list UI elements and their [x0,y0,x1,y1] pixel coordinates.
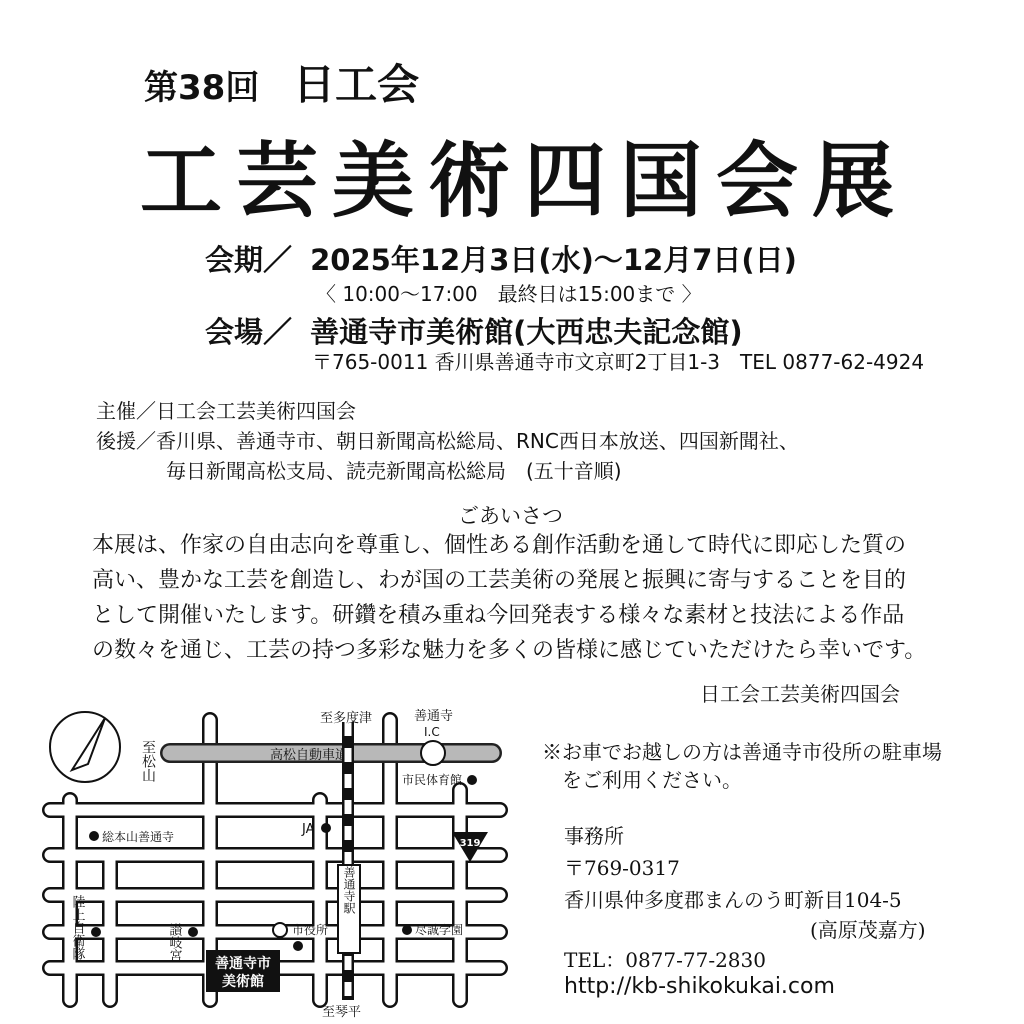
supporters-line-1: 後援／香川県、善通寺市、朝日新聞高松総局、RNC西日本放送、四国新聞社、 [96,429,799,453]
parking-note-line-1: ※お車でお越しの方は善通寺市役所の駐車場 [542,740,942,764]
greeting-signature: 日工会工芸美術四国会 [700,682,900,706]
gym-label: 市民体育館 [402,773,463,787]
ja-marker-icon [321,823,331,833]
supporters-line-2: 毎日新聞高松支局、読売新聞高松総局 (五十音順) [166,459,622,483]
organizer: 主催／日工会工芸美術四国会 [96,399,356,423]
north-arrow-icon [50,712,120,782]
sanukinomiya-marker-icon [188,927,198,937]
office-label: 事務所 [564,824,624,848]
to-kotohira-label: 至琴平 [322,1005,362,1020]
office-care-of: (高原茂嘉方) [810,918,926,942]
parking-note-line-2: をご利用ください。 [562,768,742,792]
museum-label-line2: 美術館 [222,974,264,990]
museum-label-line1: 善通寺市 [215,956,271,972]
city-hall-label: 市役所 [292,923,329,937]
office-address: 香川県仲多度郡まんのう町新目104-5 [564,888,902,912]
route-number: 319 [459,838,481,849]
access-map [30,700,540,1020]
jieitai-marker-icon [91,927,101,937]
sanukinomiya-label: 讃岐宮 [166,923,182,962]
organization-name: 日工会 [293,60,420,109]
edition-line [144,52,419,112]
venue-value: 善通寺市美術館(大西忠夫記念館) [310,315,743,349]
greeting-line: の数々を通じ、工芸の持つ多彩な魅力を多くの皆様に感じていただけたら幸いです。 [92,638,927,663]
exhibition-title: 工芸美術四国会展 [140,134,909,229]
ic-label-line1: 善通寺 [414,709,454,724]
venue-address: 〒765-0011 香川県善通寺市文京町2丁目1-3 TEL 0877-62-4924 [312,350,925,374]
jinsei-marker-icon [402,925,412,935]
station-label: 善通寺駅 [342,866,356,914]
gym-marker-icon [467,775,477,785]
website-link[interactable]: http://kb-shikokukai.com [564,974,835,999]
temple-marker-icon [89,831,99,841]
soushanzan-label: 総本山善通寺 [102,830,175,844]
edition-number: 第38回 [144,68,260,108]
period-label: 会期／ [205,243,293,277]
greeting-body [92,528,952,668]
to-matsuyama-label: 至松山 [140,740,156,782]
venue-label: 会場／ [205,315,293,349]
office-tel: TEL：0877-77-2830 [564,948,766,972]
jinsei-label: 尽誠学園 [415,923,464,937]
expressway-label: 高松自動車道 [270,748,349,763]
office-postal: 〒769-0317 [564,856,680,880]
greeting-line: 高い、豊かな工芸を創造し、わが国の工芸美術の発展と振興に寄与することを目的 [92,568,907,593]
jieitai-label: 陸上自衛隊 [69,895,85,960]
greeting-line: として開催いたします。研鑽を積み重ね今回発表する様々な素材と技法による作品 [92,603,905,628]
museum-marker-icon [273,923,287,937]
to-tadotsu-label: 至多度津 [320,711,373,726]
period-row [205,238,797,279]
ic-marker-icon [421,741,445,765]
greeting-line: 本展は、作家の自由志向を尊重し、個性ある創作活動を通して時代に即応した質の [92,533,907,558]
ja-label: JA [302,822,315,837]
venue-row [205,310,743,351]
opening-hours: 〈 10:00～17:00 最終日は15:00まで 〉 [316,282,702,306]
city-hall-marker-icon [293,941,303,951]
period-value: 2025年12月3日(水)～12月7日(日) [310,243,797,277]
greeting-heading: ごあいさつ [458,504,563,528]
ic-label-line2: I.C [424,725,440,739]
